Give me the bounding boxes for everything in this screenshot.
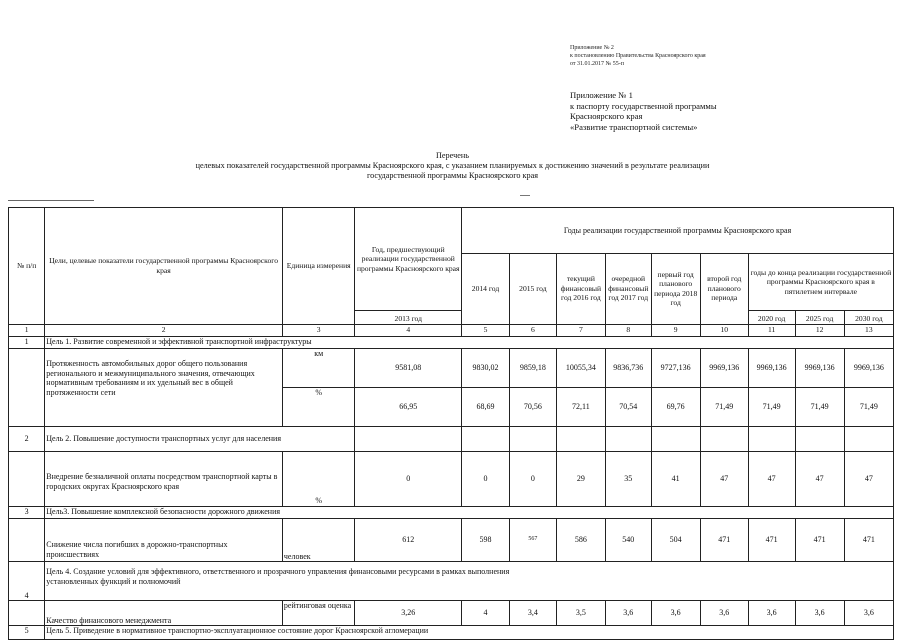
empty-cell [748,426,795,451]
indicator-value: 540 [605,518,651,561]
header-2015: 2015 год [509,253,556,324]
column-numbers-row [9,324,894,336]
indicator-value: 71,49 [700,387,748,426]
indicator-unit: рейтинговая оценка [282,601,355,626]
column-number: 10 [700,324,748,336]
header-2014: 2014 год [462,253,510,324]
empty-cell [462,426,510,451]
goal-title: Цель3. Повышение комплексной безопасности дорожного движения [45,506,894,518]
indicator-unit: % [282,451,355,506]
indicator-row [9,451,894,506]
indicator-value: 471 [748,518,795,561]
indicator-text: Качество финансового менеджмента [45,601,283,626]
goal-row [9,562,894,601]
appendix-main-line: к паспорту государственной программы [570,100,717,111]
indicator-value: 3,6 [605,601,651,626]
header-base-year-value: 2013 год [355,310,462,324]
indicator-text: Протяженность автомобильных дорог общего пользования регионального и межмуниципального значения, отвечающих нормативным требованиям и их удельный вес в общей протяженности сети [45,349,283,427]
indicator-value: 9836,736 [605,349,651,388]
empty-cell [844,426,893,451]
indicator-value: 598 [462,518,510,561]
indicator-value: 72,11 [556,387,605,426]
header-base-year: Год, предшествующий реализации государственной программы Красноярского края [355,208,462,311]
indicator-value: 0 [462,451,510,506]
indicator-value: 10055,34 [556,349,605,388]
indicator-value: 69,76 [651,387,700,426]
column-number: 12 [795,324,844,336]
column-number: 1 [9,324,45,336]
indicator-num-cell [9,518,45,561]
header-2020: 2020 год [748,310,795,324]
empty-cell [605,426,651,451]
indicator-value: 9830,02 [462,349,510,388]
title-line: государственной программы Красноярского края [366,171,539,180]
column-number: 3 [282,324,355,336]
indicator-value: 9969,136 [844,349,893,388]
indicator-value: 586 [556,518,605,561]
column-number: 5 [462,324,510,336]
indicator-text: Снижение числа погибших в дорожно-транспортных происшествиях [45,518,283,561]
empty-cell [509,426,556,451]
goal-row [9,426,894,451]
goal-row [9,336,894,349]
indicator-value: 9969,136 [700,349,748,388]
indicator-value: 3,6 [700,601,748,626]
goal-number: 1 [9,336,45,349]
column-number: 8 [605,324,651,336]
indicator-value: 9581,08 [355,349,462,388]
goal-row [9,506,894,518]
column-number: 13 [844,324,893,336]
header-unit: Единица измерения [282,208,355,325]
appendix-small-line: Приложение № 2 [570,45,614,51]
indicator-value: 29 [556,451,605,506]
indicator-value: 504 [651,518,700,561]
indicator-value: 3,26 [355,601,462,626]
indicator-value: 71,49 [748,387,795,426]
divider-line [8,200,94,201]
title-line: целевых показателей государственной программы Красноярского края, с указанием планируемых к достижению значений в результате реализации [195,161,710,170]
column-number: 6 [509,324,556,336]
indicator-unit: человек [282,518,355,561]
appendix-main-block [570,90,717,132]
goal-number: 5 [9,626,45,640]
indicator-num-cell [9,451,45,506]
indicator-value: 71,49 [844,387,893,426]
indicator-row [9,601,894,626]
indicator-unit: км [282,349,355,388]
header-years-group: Годы реализации государственной программы Красноярского края [462,208,894,254]
indicator-row [9,349,894,388]
appendix-main-line: Красноярского края [570,111,643,121]
header-2030: 2030 год [844,310,893,324]
empty-cell [700,426,748,451]
indicator-value: 47 [748,451,795,506]
appendix-small-line: к постановлению Правительства Красноярского края [570,53,706,59]
indicator-row [9,518,894,561]
indicator-value: 3,6 [748,601,795,626]
header-second-plan-year: второй год планового периода [700,253,748,324]
title-line: Перечень [436,151,469,160]
document-title [0,151,905,181]
indicator-value: 70,54 [605,387,651,426]
indicator-num-cell [9,349,45,427]
empty-cell [795,426,844,451]
goal-title: Цель 1. Развитие современной и эффективной транспортной инфраструктуры [45,336,894,349]
indicator-value: 66,95 [355,387,462,426]
indicator-value: 9859,18 [509,349,556,388]
divider-line [520,195,530,196]
empty-cell [651,426,700,451]
header-first-plan-year: первый год планового периода 2018 год [651,253,700,324]
indicator-value: 47 [700,451,748,506]
indicator-value: 0 [355,451,462,506]
column-number: 2 [45,324,283,336]
column-number: 11 [748,324,795,336]
indicator-value: 35 [605,451,651,506]
header-row [9,208,894,254]
goal-title: Цель 4. Создание условий для эффективного, ответственного и прозрачного управления финансовыми ресурсами в рамках выполнения установленных функций и полномочий [45,562,894,601]
indicator-value: 471 [700,518,748,561]
indicator-value: 71,49 [795,387,844,426]
header-goals: Цели, целевые показатели государственной программы Красноярского края [45,208,283,325]
appendix-main-line: «Развитие транспортной системы» [570,121,698,132]
indicator-value: 3,4 [509,601,556,626]
header-current-year: текущий финансовый год 2016 год [556,253,605,324]
empty-cell [556,426,605,451]
indicator-value: 471 [795,518,844,561]
column-number: 9 [651,324,700,336]
appendix-small-block [570,44,706,68]
goal-row [9,626,894,640]
indicator-text: Внедрение безналичной оплаты посредством транспортной карты в городских округах Красноярского края [45,451,283,506]
indicator-value: 9969,136 [795,349,844,388]
appendix-small-line: от 31.01.2017 № 55-п [570,61,624,67]
header-2025: 2025 год [795,310,844,324]
indicator-value: 9727,136 [651,349,700,388]
header-end-group: годы до конца реализации государственной программы Красноярского края в пятилетнем интервале [748,253,893,310]
header-num: № п/п [9,208,45,325]
indicator-value: 47 [795,451,844,506]
indicator-value: 68,69 [462,387,510,426]
goal-number: 4 [9,562,45,601]
appendix-main-line: Приложение № 1 [570,90,633,100]
indicator-value: 3,6 [844,601,893,626]
indicator-value: 471 [844,518,893,561]
indicator-unit: % [282,387,355,426]
indicator-value: 3,6 [795,601,844,626]
indicator-value: 9969,136 [748,349,795,388]
indicator-value: 47 [844,451,893,506]
indicator-value: 0 [509,451,556,506]
indicator-num-cell [9,601,45,626]
indicator-value: 41 [651,451,700,506]
indicator-value: 3,6 [651,601,700,626]
indicator-value: 70,56 [509,387,556,426]
empty-cell [355,426,462,451]
goal-number: 2 [9,426,45,451]
goal-number: 3 [9,506,45,518]
indicator-value: 3,5 [556,601,605,626]
indicator-value: 4 [462,601,510,626]
goal-title: Цель 2. Повышение доступности транспортных услуг для населения [45,426,355,451]
goal-title: Цель 5. Приведение в нормативное транспортно-эксплуатационное состояние дорог Красноярской агломерации [45,626,894,640]
indicator-value: 612 [355,518,462,561]
column-number: 4 [355,324,462,336]
header-next-year: очередной финансовый год 2017 год [605,253,651,324]
column-number: 7 [556,324,605,336]
indicator-value: 567 [509,518,556,561]
indicators-table [8,207,894,640]
